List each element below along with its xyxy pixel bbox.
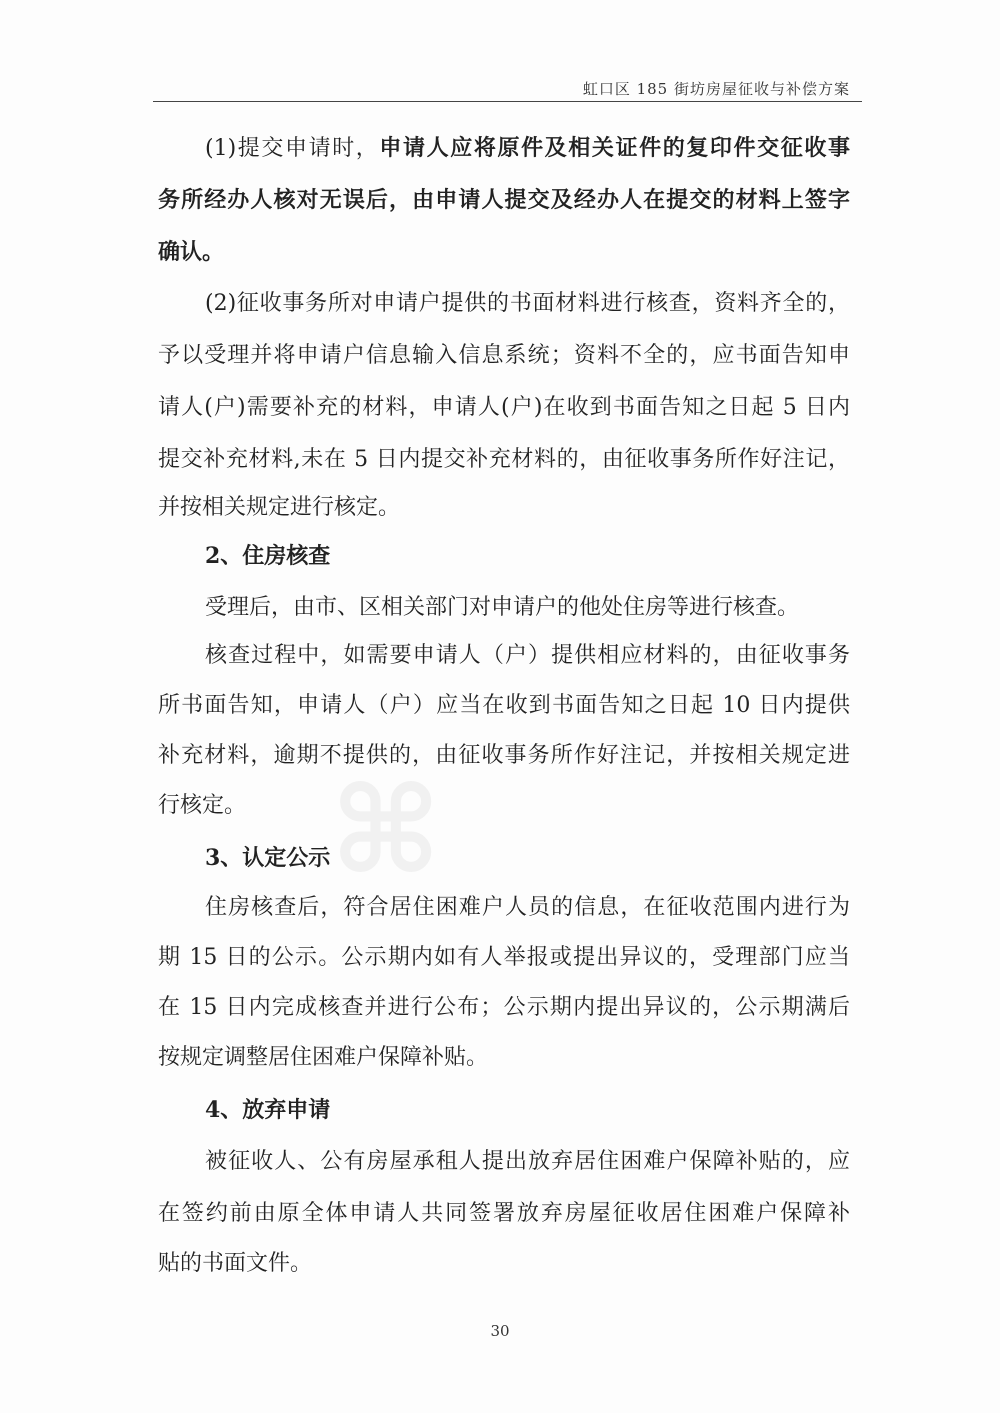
watermark: ⌘ [330, 760, 442, 901]
item2-line-3: 请人(户)需要补充的材料，申请人(户)在收到书面告知之日起 5 日内 [158, 395, 850, 420]
section2-para1: 受理后，由市、区相关部门对申请户的他处住房等进行核查。 [205, 595, 800, 620]
item1-line-3: 确认。 [158, 239, 225, 265]
section2-line-1: 核查过程中，如需要申请人（户）提供相应材料的，由征收事务 [205, 643, 850, 668]
item2-line-1: (2)征收事务所对申请户提供的书面材料进行核查，资料齐全的， [205, 291, 850, 316]
section2-line-3: 补充材料，逾期不提供的，由征收事务所作好注记，并按相关规定进 [158, 743, 850, 768]
header-rule [153, 101, 862, 102]
item1-line-1 [205, 133, 850, 164]
section3-line-4: 按规定调整居住困难户保障补贴。 [158, 1045, 489, 1070]
section3-line-2: 期 15 日的公示。公示期内如有人举报或提出异议的，受理部门应当 [158, 945, 850, 970]
section3-line-3: 在 15 日内完成核查并进行公布；公示期内提出异议的，公示期满后 [158, 995, 850, 1020]
item1-line-2: 务所经办人核对无误后，由申请人提交及经办人在提交的材料上签字 [158, 187, 850, 213]
section3-line-1: 住房核查后，符合居住困难户人员的信息，在征收范围内进行为 [205, 895, 850, 920]
section4-heading: 4、放弃申请 [205, 1097, 331, 1123]
section4-line-3: 贴的书面文件。 [158, 1251, 313, 1276]
item1-label: (1)提交申请时， [205, 136, 380, 161]
section4-line-1: 被征收人、公有房屋承租人提出放弃居住困难户保障补贴的，应 [205, 1149, 850, 1174]
page-number: 30 [490, 1322, 510, 1340]
section2-heading: 2、住房核查 [205, 543, 331, 569]
header-title: 虹口区 185 街坊房屋征收与补偿方案 [582, 80, 850, 98]
section4-line-2: 在签约前由原全体申请人共同签署放弃房屋征收居住困难户保障补 [158, 1201, 850, 1226]
item2-line-5: 并按相关规定进行核定。 [158, 495, 401, 520]
section2-line-2: 所书面告知，申请人（户）应当在收到书面告知之日起 10 日内提供 [158, 693, 850, 718]
item2-line-2: 予以受理并将申请户信息输入信息系统；资料不全的，应书面告知申 [158, 343, 850, 368]
section2-line-4: 行核定。 [158, 793, 247, 818]
section3-heading: 3、认定公示 [205, 845, 331, 871]
item1-text: 申请人应将原件及相关证件的复印件交征收事 [379, 135, 850, 161]
item2-line-4: 提交补充材料,未在 5 日内提交补充材料的，由征收事务所作好注记， [158, 447, 850, 472]
